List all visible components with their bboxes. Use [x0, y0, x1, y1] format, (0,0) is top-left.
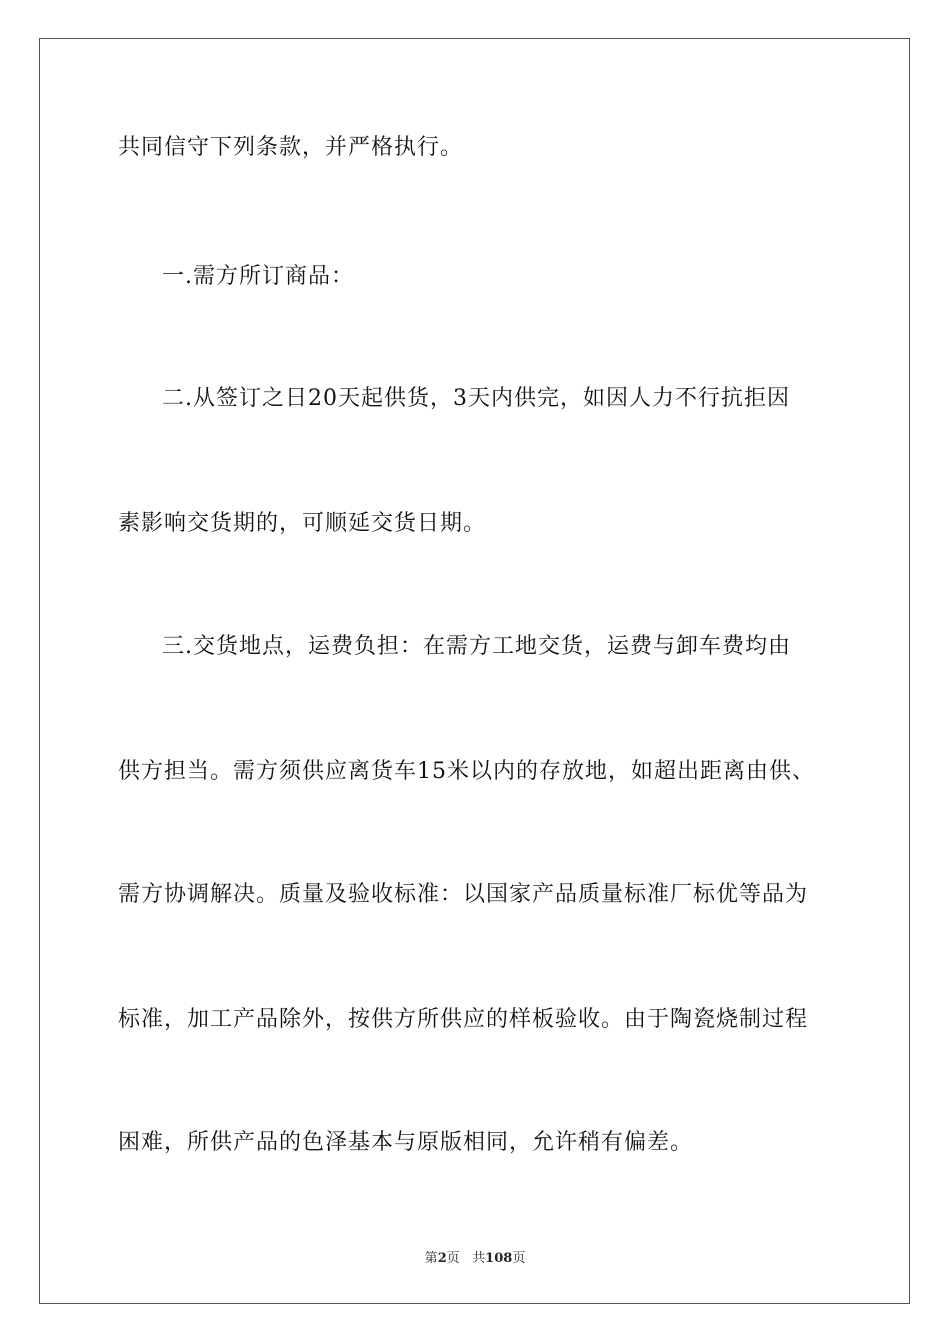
body-line-5: 三.交货地点，运费负担：在需方工地交货，运费与卸车费均由: [162, 634, 791, 659]
total-suffix: 页: [512, 1251, 526, 1266]
body-line-8: 标准，加工产品除外，按供方所供应的样板验收。由于陶瓷烧制过程: [118, 1007, 809, 1032]
page-footer: [0, 1247, 950, 1266]
page-border: [39, 38, 910, 1304]
body-line-4: 素影响交货期的，可顺延交货日期。: [118, 511, 487, 536]
body-line-1: 共同信守下列条款，并严格执行。: [118, 135, 464, 160]
page-prefix: 第: [424, 1251, 438, 1266]
body-line-7: 需方协调解决。质量及验收标准：以国家产品质量标准厂标优等品为: [118, 882, 809, 907]
total-pages: 108: [485, 1251, 513, 1266]
page-number: 2: [437, 1251, 447, 1266]
page-suffix: 页: [446, 1251, 460, 1266]
body-line-6: 供方担当。需方须供应离货车15米以内的存放地，如超出距离由供、: [118, 759, 815, 784]
section-heading-1: 一.需方所订商品：: [162, 264, 354, 289]
body-line-9: 困难，所供产品的色泽基本与原版相同，允许稍有偏差。: [118, 1130, 694, 1155]
body-line-3: 二.从签订之日20天起供货，3天内供完，如因人力不行抗拒因: [162, 386, 790, 411]
total-prefix: 共: [472, 1251, 486, 1266]
